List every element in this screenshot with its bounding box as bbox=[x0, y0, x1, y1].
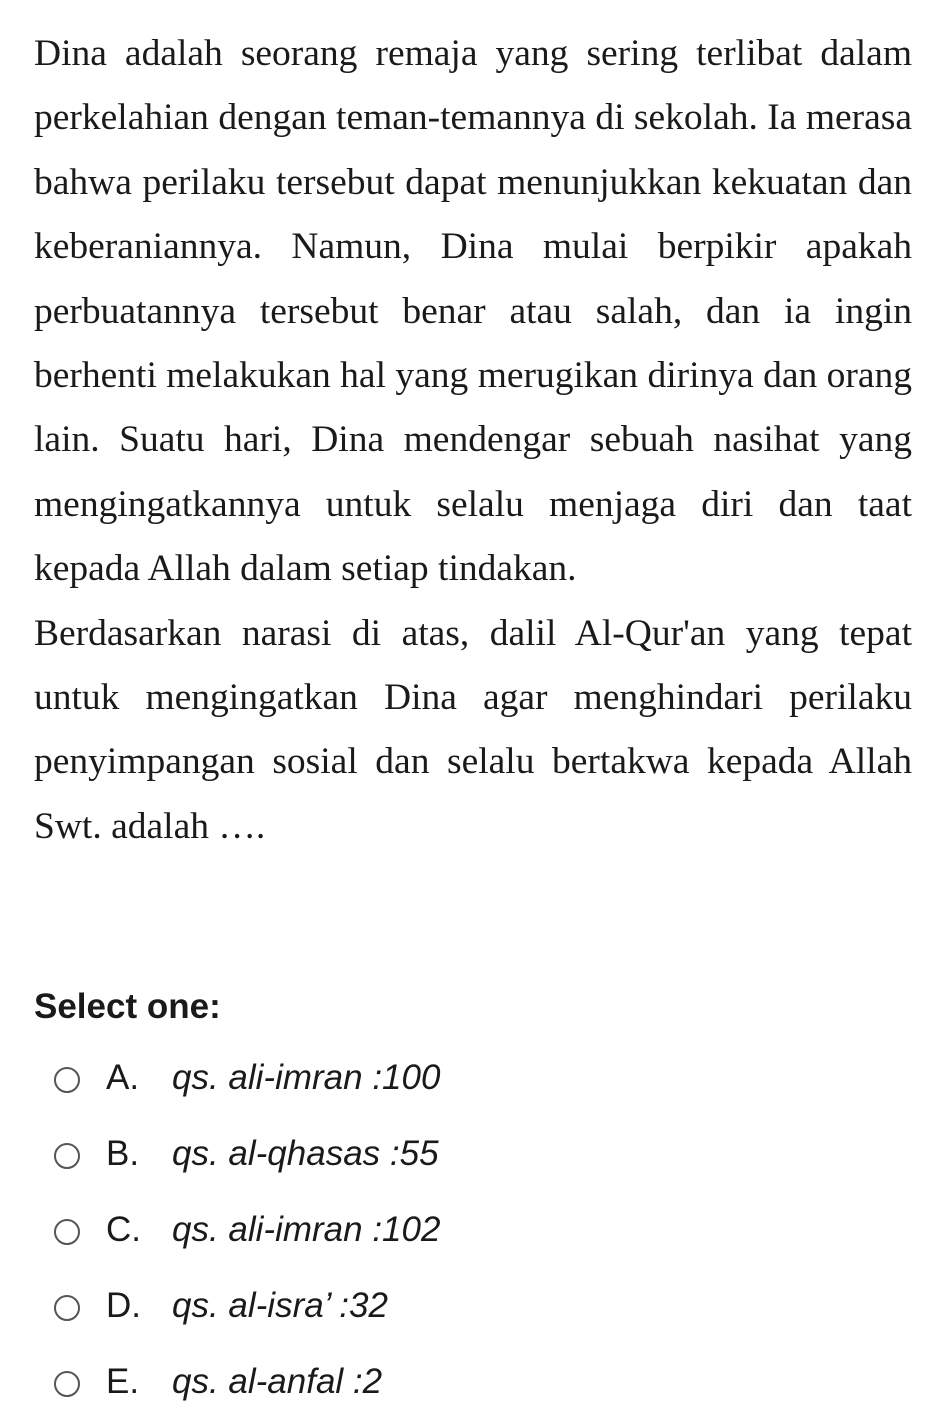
option-c[interactable] bbox=[54, 1192, 914, 1268]
option-e[interactable] bbox=[54, 1344, 914, 1420]
option-text: qs. ali-imran :102 bbox=[172, 1210, 441, 1249]
option-a[interactable] bbox=[54, 1040, 914, 1116]
option-d[interactable] bbox=[54, 1268, 914, 1344]
radio-button[interactable] bbox=[54, 1067, 80, 1093]
option-letter: A. bbox=[106, 1058, 140, 1097]
answer-options bbox=[54, 1040, 914, 1420]
radio-button[interactable] bbox=[54, 1219, 80, 1245]
radio-button[interactable] bbox=[54, 1295, 80, 1321]
option-letter: E. bbox=[106, 1362, 140, 1401]
option-letter: C. bbox=[106, 1210, 141, 1249]
option-text: qs. al-anfal :2 bbox=[172, 1362, 383, 1401]
select-one-label: Select one: bbox=[34, 987, 221, 1026]
radio-button[interactable] bbox=[54, 1371, 80, 1397]
option-text: qs. al-isra’ :32 bbox=[172, 1286, 388, 1325]
option-letter: D. bbox=[106, 1286, 141, 1325]
option-letter: B. bbox=[106, 1134, 140, 1173]
option-text: qs. al-qhasas :55 bbox=[172, 1134, 439, 1173]
question-text bbox=[34, 22, 912, 859]
radio-button[interactable] bbox=[54, 1143, 80, 1169]
option-text: qs. ali-imran :100 bbox=[172, 1058, 441, 1097]
question-paragraph: Dina adalah seorang remaja yang sering terlibat dalam perkelahian dengan teman-temannya di sekolah. Ia merasa bahwa perilaku tersebut dapat menunjukkan kekuatan dan keberaniannya. Namun, Dina mulai berpikir apakah perbuatannya tersebut benar atau salah, dan ia ingin berhenti melakukan hal yang merugikan dirinya dan orang lain. Suatu hari, Dina mendengar sebuah nasihat yang mengingatkannya untuk selalu menjaga diri dan taat kepada Allah dalam setiap tindakan. bbox=[34, 33, 912, 590]
option-b[interactable] bbox=[54, 1116, 914, 1192]
question-paragraph: Berdasarkan narasi di atas, dalil Al-Qur'an yang tepat untuk mengingatkan Dina agar menghindari perilaku penyimpangan sosial dan selalu bertakwa kepada Allah Swt. adalah …. bbox=[34, 612, 912, 847]
